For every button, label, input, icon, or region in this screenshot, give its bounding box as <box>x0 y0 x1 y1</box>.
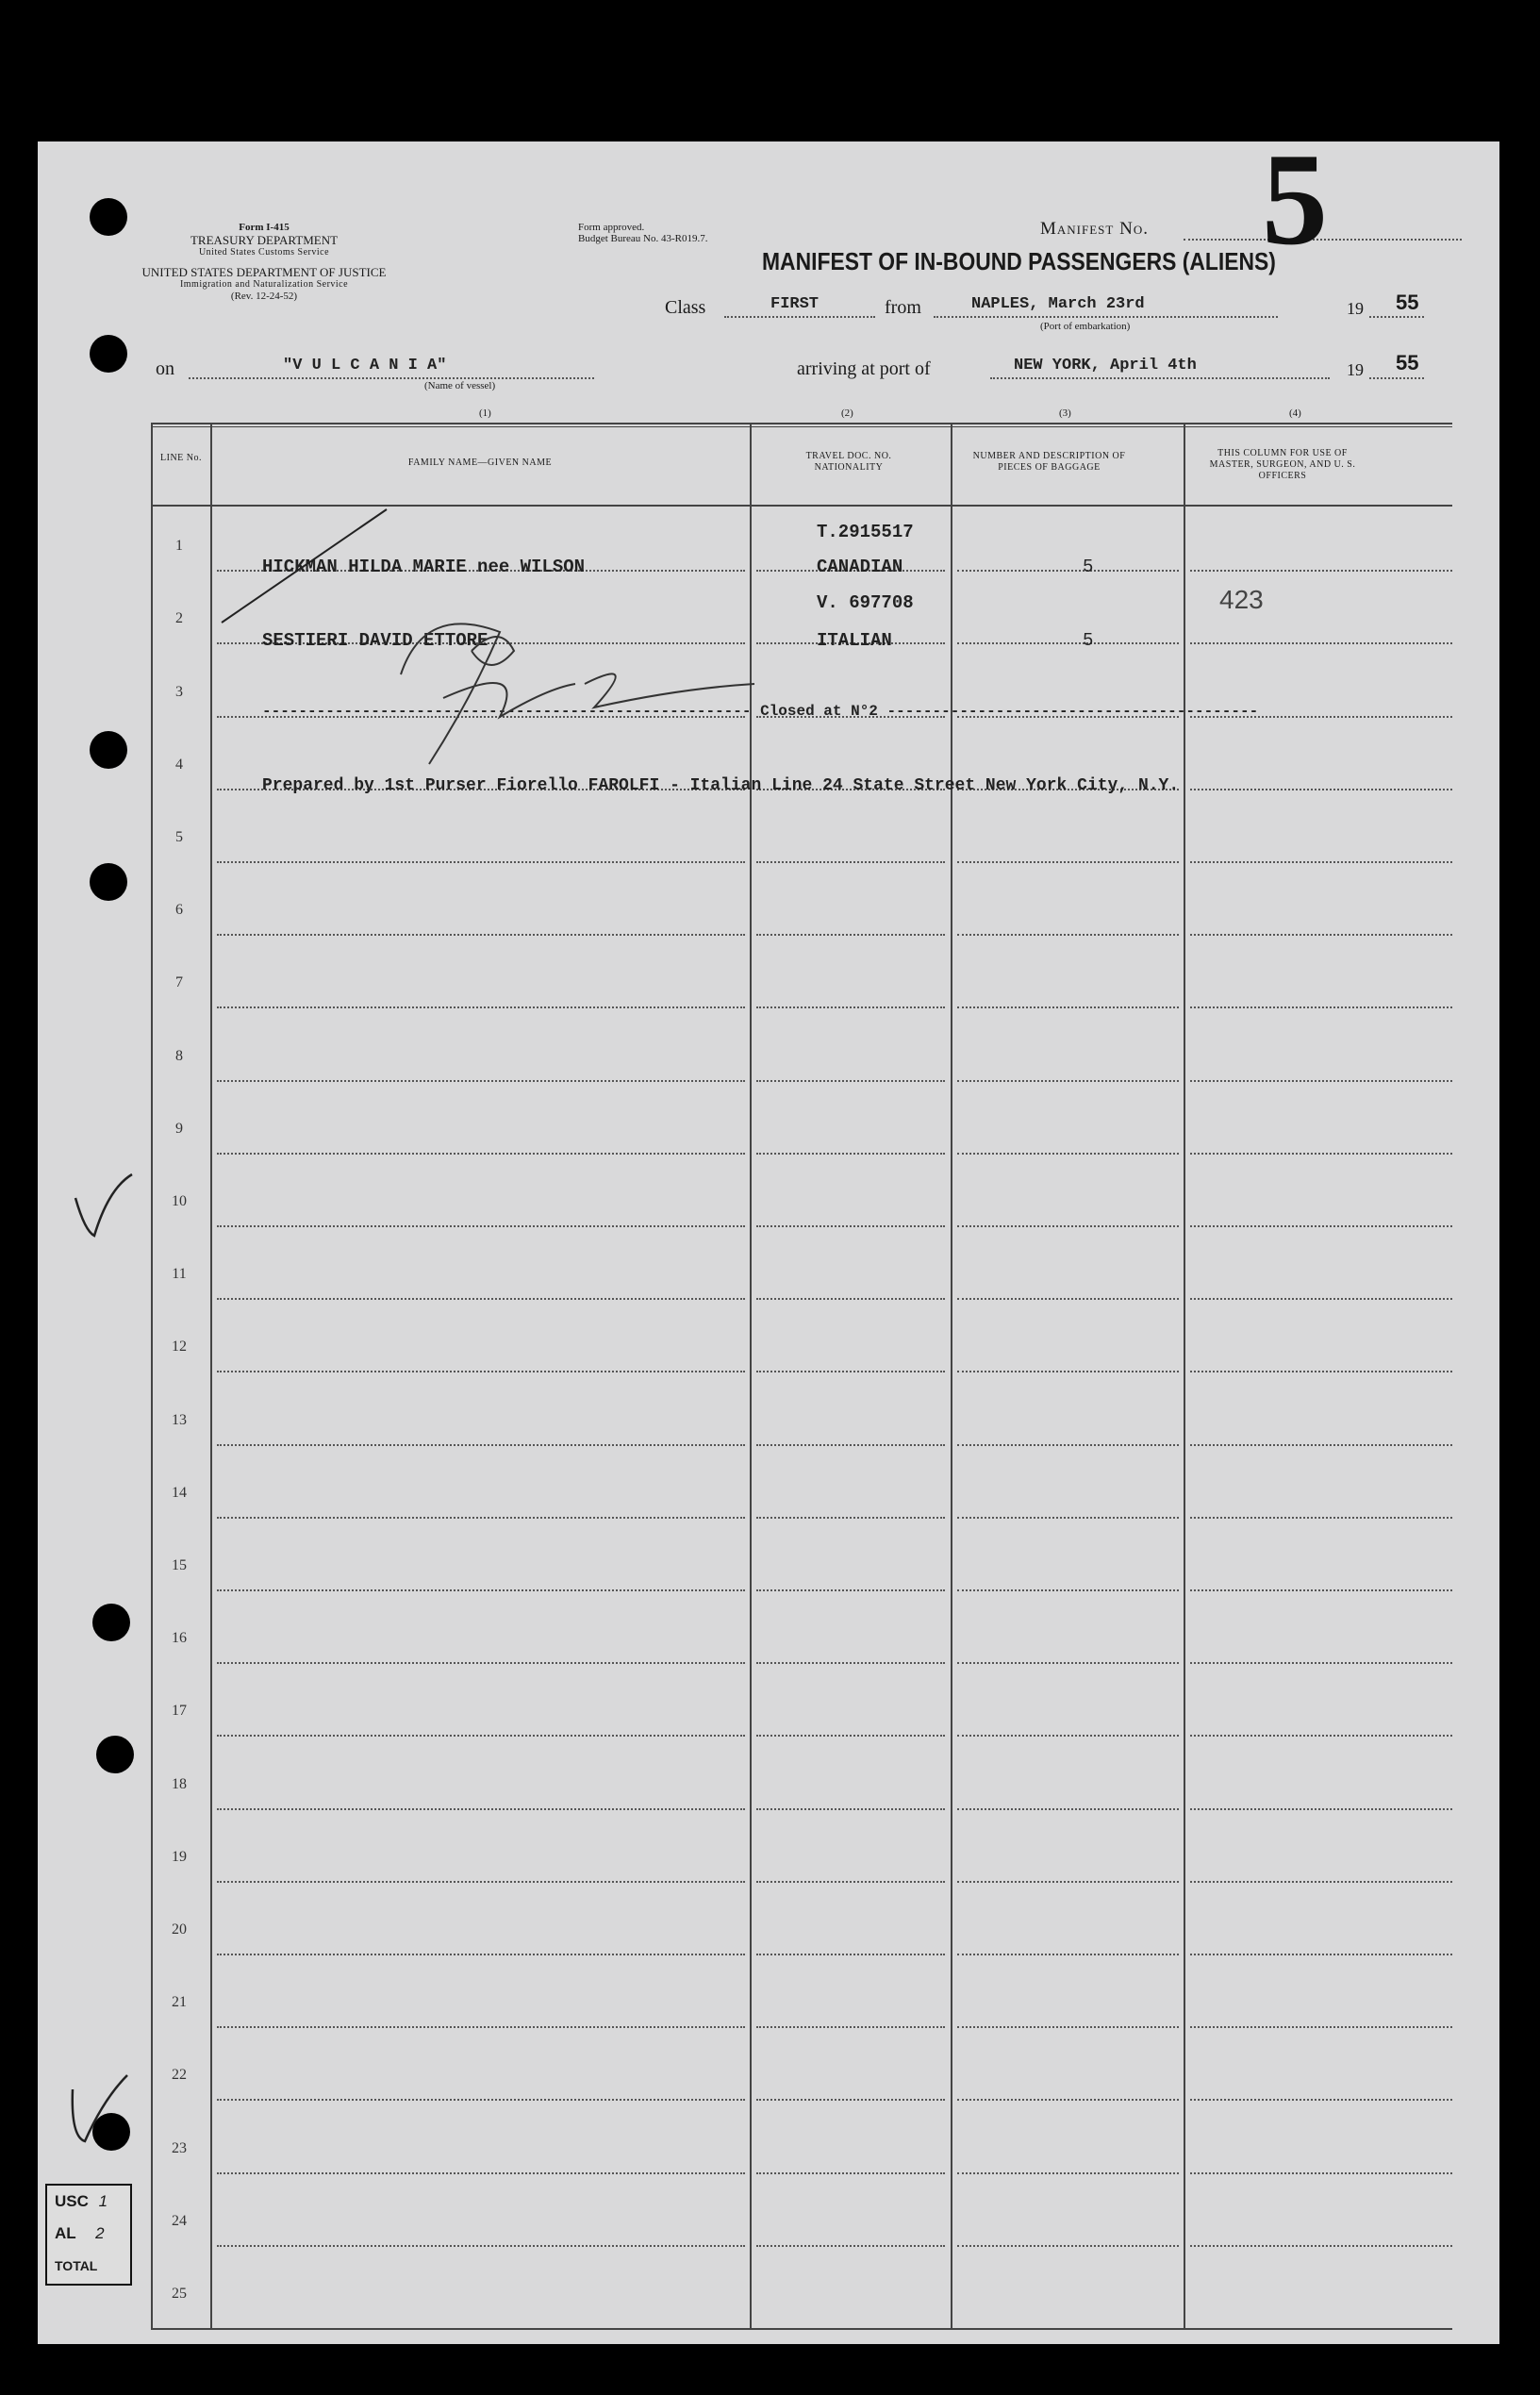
vessel-name-label: (Name of vessel) <box>424 380 496 391</box>
line-number: 18 <box>172 1775 187 1792</box>
row-rule <box>957 1589 1179 1591</box>
form-header-block <box>141 222 387 303</box>
line-number: 23 <box>172 2139 187 2156</box>
year-value-1: 55 <box>1396 291 1419 314</box>
row-rule <box>217 934 745 936</box>
closed-line: ------------------------------------------------------ Closed at N°2 ----------------------------------------- <box>262 703 1259 720</box>
row-rule <box>756 1881 945 1883</box>
row-rule <box>756 1225 945 1227</box>
row-rule <box>957 1006 1179 1008</box>
budget-bureau: Budget Bureau No. 43-R019.7. <box>578 233 708 244</box>
row-rule <box>957 1444 1179 1446</box>
row-rule <box>756 1298 945 1300</box>
line-number: 24 <box>172 2212 187 2229</box>
punch-hole <box>90 198 127 236</box>
on-label: on <box>156 358 174 379</box>
punch-hole <box>92 1604 130 1641</box>
entry-2-baggage: 5 <box>1083 630 1094 651</box>
row-rule <box>1190 1954 1452 1955</box>
row-rule <box>957 1662 1179 1664</box>
row-rule <box>957 1954 1179 1955</box>
row-rule <box>957 861 1179 863</box>
row-rule <box>957 1080 1179 1082</box>
row-rule <box>1190 570 1452 572</box>
row-rule <box>957 2026 1179 2028</box>
punch-hole <box>90 731 127 769</box>
row-rule <box>756 1589 945 1591</box>
row-rule <box>756 1444 945 1446</box>
row-rule <box>957 1153 1179 1155</box>
row-rule <box>756 861 945 863</box>
line-number: 25 <box>172 2286 187 2302</box>
row-rule <box>957 1225 1179 1227</box>
line-number: 11 <box>172 1266 187 1283</box>
year-value-2: 55 <box>1396 351 1419 374</box>
row-rule <box>756 2026 945 2028</box>
justice-dept: UNITED STATES DEPARTMENT OF JUSTICE <box>141 265 387 279</box>
row-rule <box>957 1735 1179 1737</box>
manifest-label: Manifest No. <box>1040 219 1149 239</box>
class-line <box>724 316 875 318</box>
row-rule <box>217 2245 745 2247</box>
punch-hole <box>90 335 127 373</box>
row-rule <box>1190 1444 1452 1446</box>
row-rule <box>957 570 1179 572</box>
row-rule <box>1190 1080 1452 1082</box>
line-number: 14 <box>172 1484 187 1501</box>
row-rule <box>1190 2026 1452 2028</box>
entry-2-name: SESTIERI DAVID ETTORE <box>262 630 488 651</box>
prepared-by-line: Prepared by 1st Purser Fiorello FAROLFI - Italian Line 24 State Street New York City, N.Y. <box>262 776 1180 795</box>
row-rule <box>957 934 1179 936</box>
row-rule <box>756 1006 945 1008</box>
line-number: 17 <box>172 1703 187 1720</box>
treasury-dept: TREASURY DEPARTMENT <box>190 233 339 247</box>
line-number: 13 <box>172 1411 187 1428</box>
class-value: FIRST <box>770 295 820 313</box>
row-rule <box>217 1444 745 1446</box>
row-rule <box>1190 1589 1452 1591</box>
row-rule <box>217 1735 745 1737</box>
line-number: 12 <box>172 1339 187 1356</box>
line-number: 5 <box>175 829 183 845</box>
revision: (Rev. 12-24-52) <box>230 291 298 302</box>
row-rule <box>756 1735 945 1737</box>
from-value: NAPLES, March 23rd <box>971 295 1145 313</box>
col-header-baggage: NUMBER AND DESCRIPTION OF PIECES OF BAGGAGE <box>972 451 1126 473</box>
entry-2-nationality: ITALIAN <box>817 630 892 651</box>
column-number-2: (2) <box>841 407 853 419</box>
manifest-page <box>38 126 1499 2344</box>
row-rule <box>217 2026 745 2028</box>
arriving-line <box>990 377 1330 379</box>
row-rule <box>217 2172 745 2174</box>
punch-hole <box>90 863 127 901</box>
form-approved-block <box>578 222 707 244</box>
stamp-al <box>55 2218 130 2250</box>
page-title: MANIFEST OF IN-BOUND PASSENGERS (ALIENS) <box>762 247 1276 275</box>
class-label: Class <box>665 297 706 318</box>
ins-service: Immigration and Naturalization Service <box>179 279 349 290</box>
line-number: 6 <box>175 902 183 919</box>
line-number: 3 <box>175 683 183 700</box>
entry-2-doc: V. 697708 <box>817 592 914 613</box>
row-rule <box>217 1954 745 1955</box>
table-top-border-2 <box>151 426 1452 427</box>
line-number: 1 <box>175 538 183 555</box>
stamp-usc-label: USC <box>55 2192 89 2210</box>
vessel-name: "V U L C A N I A" <box>283 357 447 374</box>
row-rule <box>217 1225 745 1227</box>
row-rule <box>756 2099 945 2101</box>
row-rule <box>1190 1662 1452 1664</box>
entry-1-baggage: 5 <box>1083 557 1094 577</box>
row-rule <box>1190 2245 1452 2247</box>
row-rule <box>217 1006 745 1008</box>
row-rule <box>217 1153 745 1155</box>
vessel-line <box>189 377 594 379</box>
arriving-label: arriving at port of <box>797 358 931 379</box>
column-number-1: (1) <box>479 407 491 419</box>
from-label: from <box>885 297 921 318</box>
row-rule <box>217 1371 745 1372</box>
year-line-1 <box>1369 316 1424 318</box>
row-rule <box>957 1298 1179 1300</box>
entry-2-officer-note: 423 <box>1219 585 1264 614</box>
row-rule <box>1190 2099 1452 2101</box>
line-number: 2 <box>175 610 183 627</box>
line-number: 22 <box>172 2067 187 2084</box>
handwritten-signature <box>189 462 792 783</box>
row-rule <box>1190 934 1452 936</box>
line-number: 19 <box>172 1848 187 1865</box>
stamp-total-label: TOTAL <box>55 2258 98 2273</box>
line-number: 20 <box>172 1921 187 1938</box>
row-rule <box>217 1881 745 1883</box>
line-number: 4 <box>175 756 183 773</box>
row-rule <box>217 1662 745 1664</box>
port-embarkation-label: (Port of embarkation) <box>1040 321 1131 332</box>
entry-1-doc: T.2915517 <box>817 522 914 542</box>
stamp-usc-value: 1 <box>98 2192 108 2210</box>
row-rule <box>756 1371 945 1372</box>
col-header-officers: THIS COLUMN FOR USE OF MASTER, SURGEON, AND U. S. OFFICERS <box>1209 448 1356 481</box>
line-number: 21 <box>172 1994 187 2011</box>
form-approved: Form approved. <box>578 222 645 233</box>
stamp-al-label: AL <box>55 2224 76 2242</box>
col-header-line-no: LINE No. <box>160 453 202 463</box>
row-rule <box>1190 2172 1452 2174</box>
year-prefix-2: 19 <box>1347 360 1364 379</box>
row-rule <box>756 1153 945 1155</box>
line-number: 9 <box>175 1120 183 1137</box>
row-rule <box>1190 1006 1452 1008</box>
row-rule <box>957 2099 1179 2101</box>
row-rule <box>756 1954 945 1955</box>
column-number-3: (3) <box>1059 407 1071 419</box>
row-rule <box>756 1080 945 1082</box>
row-rule <box>1190 1517 1452 1519</box>
arriving-port: NEW YORK, April 4th <box>1014 357 1197 374</box>
row-rule <box>756 1808 945 1810</box>
check-mark-icon <box>66 1141 141 1245</box>
col-header-name: FAMILY NAME—GIVEN NAME <box>407 457 553 468</box>
line-number: 7 <box>175 974 183 991</box>
row-rule <box>756 1662 945 1664</box>
punch-hole <box>96 1736 134 1773</box>
row-rule <box>1190 789 1452 790</box>
row-rule <box>1190 861 1452 863</box>
row-rule <box>957 642 1179 644</box>
row-rule <box>756 2245 945 2247</box>
row-rule <box>217 1808 745 1810</box>
form-number: Form I-415 <box>239 222 290 233</box>
customs-service: United States Customs Service <box>198 247 330 258</box>
row-rule <box>1190 1808 1452 1810</box>
year-prefix-1: 19 <box>1347 299 1364 318</box>
stamp-total <box>55 2250 130 2282</box>
row-rule <box>217 1517 745 1519</box>
row-rule <box>1190 642 1452 644</box>
check-mark-icon <box>61 2052 137 2155</box>
year-line-2 <box>1369 377 1424 379</box>
tally-stamp <box>45 2184 132 2286</box>
manifest-number: 5 <box>1262 126 1328 273</box>
line-number: 16 <box>172 1630 187 1647</box>
row-rule <box>957 1517 1179 1519</box>
from-line <box>934 316 1278 318</box>
row-rule <box>756 934 945 936</box>
col-header-travel: TRAVEL DOC. NO. NATIONALITY <box>805 451 892 473</box>
row-rule <box>1190 1735 1452 1737</box>
row-rule <box>957 1881 1179 1883</box>
row-rule <box>957 1371 1179 1372</box>
line-number: 15 <box>172 1557 187 1573</box>
line-number: 8 <box>175 1047 183 1064</box>
stamp-usc <box>55 2186 130 2218</box>
entry-1-nationality: CANADIAN <box>817 557 903 577</box>
stamp-al-value: 2 <box>95 2224 105 2242</box>
row-rule <box>217 1589 745 1591</box>
table-top-border <box>151 423 1452 424</box>
col-divider-line <box>151 423 153 2328</box>
row-rule <box>1190 1881 1452 1883</box>
row-rule <box>217 2099 745 2101</box>
column-number-4: (4) <box>1289 407 1301 419</box>
row-rule <box>217 861 745 863</box>
row-rule <box>1190 1225 1452 1227</box>
row-rule <box>756 1517 945 1519</box>
row-rule <box>1190 1371 1452 1372</box>
row-rule <box>957 1808 1179 1810</box>
row-rule <box>1190 1298 1452 1300</box>
row-rule <box>217 1080 745 1082</box>
row-rule <box>957 2172 1179 2174</box>
line-number: 10 <box>172 1193 187 1209</box>
row-rule <box>756 2172 945 2174</box>
row-rule <box>217 1298 745 1300</box>
table-bottom-border <box>151 2328 1452 2330</box>
row-rule <box>1190 1153 1452 1155</box>
row-rule <box>957 2245 1179 2247</box>
entry-1-name: HICKMAN HILDA MARIE nee WILSON <box>262 557 586 577</box>
